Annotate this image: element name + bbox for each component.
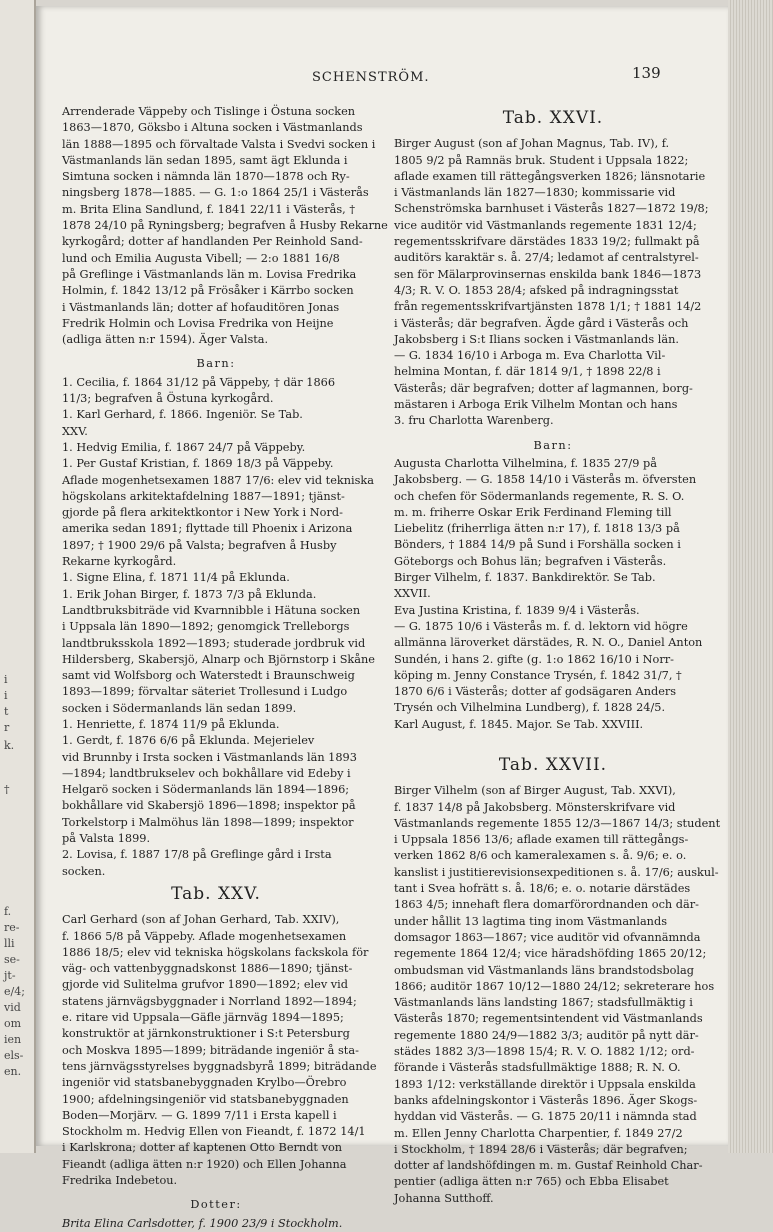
child-entry-line: samt vid Wolfsborg och Waterstedt i Braunschweig bbox=[62, 669, 355, 683]
text-line: (adliga ätten n:r 1594). Äger Valsta. bbox=[62, 333, 269, 347]
text-line: i Uppsala 1856 13/6; aflade examen till rättegångs- bbox=[394, 833, 689, 847]
text-line: 1893 1/12: verkställande direktör i Uppsala enskilda bbox=[394, 1077, 696, 1091]
child-entry-line: 1. Karl Gerhard, f. 1866. Ingeniör. Se Tab. bbox=[62, 408, 303, 422]
table-heading: Tab. XXVII. bbox=[498, 754, 608, 775]
text-line: 1886 18/5; elev vid tekniska högskolans fackskola för bbox=[62, 945, 369, 959]
fragment: lli bbox=[4, 937, 15, 950]
child-entry-line: 1. Per Gustaf Kristian, f. 1869 18/3 på Väppeby. bbox=[62, 457, 334, 471]
text-line: Västmanlands regemente 1855 12/3—1867 14/3; student bbox=[394, 816, 721, 830]
text-line: Västmanlands län sedan 1895, samt ägt Eklunda i bbox=[62, 153, 348, 167]
text-line: på Greflinge i Västmanlands län m. Lovisa Fredrika bbox=[62, 267, 357, 281]
child-entry-line: socken. bbox=[62, 864, 106, 878]
fragment: † bbox=[4, 783, 10, 796]
text-line: f. 1866 5/8 på Väppeby. Aflade mogenhetsexamen bbox=[62, 929, 347, 943]
fragment: t bbox=[4, 705, 9, 718]
child-entry-line: och chefen för Södermanlands regemente, R. S. O. bbox=[394, 489, 685, 503]
text-line: lund och Emilia Augusta Vibell; — 2:o 1881 16/8 bbox=[62, 251, 340, 265]
child-entry-line: Göteborgs och Bohus län; begrafven i Västerås. bbox=[394, 554, 667, 568]
text-line: Västmanlands läns landsting 1867; stadsfullmäktig i bbox=[394, 996, 693, 1010]
page-number: 139 bbox=[632, 64, 661, 82]
child-entry-line: — G. 1875 10/6 i Västerås m. f. d. lektorn vid högre bbox=[394, 619, 688, 633]
text-line: 3. fru Charlotta Warenberg. bbox=[394, 414, 554, 428]
table-heading: Tab. XXVI. bbox=[502, 108, 604, 128]
child-entry-line: 1. Erik Johan Birger, f. 1873 7/3 på Eklunda. bbox=[62, 587, 317, 601]
text-line: helmina Montan, f. där 1814 9/1, † 1898 22/8 i bbox=[394, 365, 661, 379]
child-entry-line: Birger Vilhelm, f. 1837. Bankdirektör. Se Tab. bbox=[394, 571, 656, 585]
text-line: tens järnvägsstyrelses byggnadsbyrå 1899; biträdande bbox=[62, 1059, 377, 1073]
child-entry-line: Torkelstorp i Malmöhus län 1898—1899; inspektor bbox=[62, 815, 354, 829]
text-line: auditörs karaktär s. å. 27/4; ledamot af centralstyrel- bbox=[394, 251, 699, 265]
fragment: vid bbox=[4, 1001, 21, 1014]
text-line: Fredrika Indebetou. bbox=[62, 1174, 178, 1187]
text-line: under hållit 13 lagtima ting inom Västmanlands bbox=[394, 914, 667, 928]
fragment: k. bbox=[4, 739, 15, 752]
child-entry-line: 1. Gerdt, f. 1876 6/6 på Eklunda. Mejerielev bbox=[62, 734, 315, 748]
text-line: Fieandt (adliga ätten n:r 1920) och Ellen Johanna bbox=[62, 1157, 347, 1171]
fragment: om bbox=[4, 1017, 22, 1030]
text-line: tant i Svea hofrätt s. å. 18/6; e. o. notarie därstädes bbox=[394, 882, 691, 896]
text-line: Stockholm m. Hedvig Ellen von Fieandt, f. 1872 14/1 bbox=[62, 1125, 366, 1139]
text-line: verken 1862 8/6 och kameralexamen s. å. 9/6; e. o. bbox=[394, 849, 687, 863]
text-line: i Stockholm, † 1894 28/6 i Västerås; där begrafven; bbox=[394, 1142, 688, 1156]
text-line: Carl Gerhard (son af Johan Gerhard, Tab. XXIV), bbox=[62, 913, 340, 927]
child-entry-line: Eva Justina Kristina, f. 1839 9/4 i Västerås. bbox=[394, 603, 640, 617]
text-line: kanslist i justitierevisionsexpeditionen s. å. 17/6; auskul- bbox=[394, 865, 719, 879]
child-entry-line: Karl August, f. 1845. Major. Se Tab. XXVIII. bbox=[394, 717, 644, 731]
child-entry-line: Jakobsberg. — G. 1858 14/10 i Västerås m. öfversten bbox=[394, 473, 697, 487]
child-entry-line: 1897; † 1900 29/6 på Valsta; begrafven å Husby bbox=[62, 538, 337, 552]
text-line: län 1888—1895 och förvaltade Valsta i Svedvi socken i bbox=[62, 137, 376, 151]
text-line: f. 1837 14/8 på Jakobsberg. Mönsterskrifvare vid bbox=[394, 800, 676, 814]
text-line: Schenströmska barnhuset i Västerås 1827—1872 19/8; bbox=[394, 202, 709, 216]
facing-page-edge bbox=[0, 0, 36, 1153]
fragment: re- bbox=[4, 921, 20, 934]
child-entry-line: m. m. friherre Oskar Erik Ferdinand Fleming till bbox=[394, 505, 672, 519]
text-line: aflade examen till rättegångsverken 1826; länsnotarie bbox=[394, 169, 706, 183]
text-line: konstruktör at järnkonstruktioner i S:t Petersburg bbox=[62, 1027, 350, 1041]
text-line: pentier (adliga ätten n:r 765) och Ebba Elisabet bbox=[394, 1175, 669, 1189]
child-entry-line: bokhållare vid Skabersjö 1896—1898; inspektor på bbox=[62, 799, 356, 813]
text-line: mästaren i Arboga Erik Vilhelm Montan och hans bbox=[394, 398, 678, 412]
child-entry-line: allmänna läroverket därstädes, R. N. O., Daniel Anton bbox=[394, 636, 703, 650]
text-line: 1900; afdelningsingeniör vid statsbanebyggnaden bbox=[62, 1092, 349, 1106]
fragment: jt- bbox=[4, 969, 16, 982]
text-line: Arrenderade Väppeby och Tislinge i Östuna socken bbox=[62, 105, 356, 118]
text-line: statens järnvägsbyggnader i Norrland 1892—1894; bbox=[62, 994, 357, 1008]
text-line: banks afdelningskontor i Västerås 1896. Äger Skogs- bbox=[394, 1093, 698, 1107]
text-line: ingeniör vid statsbanebyggnaden Krylbo—Örebro bbox=[62, 1076, 347, 1090]
text-line: i Karlskrona; dotter af kaptenen Otto Berndt von bbox=[62, 1141, 343, 1155]
child-entry-line: Sundén, i hans 2. gifte (g. 1:o 1862 16/10 i Norr- bbox=[394, 652, 674, 666]
text-line: 1863—1870, Göksbo i Altuna socken i Västmanlands bbox=[62, 121, 363, 135]
text-line: Birger Vilhelm (son af Birger August, Tab. XXVI), bbox=[394, 784, 676, 798]
fragment: ien bbox=[4, 1033, 22, 1046]
fragment: en. bbox=[4, 1065, 22, 1078]
child-entry-line: gjorde på flera arkitektkontor i New York i Nord- bbox=[62, 506, 343, 520]
text-line: Boden—Morjärv. — G. 1899 7/11 i Ersta kapell i bbox=[62, 1108, 337, 1122]
text-line: och Moskva 1895—1899; biträdande ingeniör å sta- bbox=[62, 1043, 359, 1057]
fragment: f. bbox=[4, 905, 12, 918]
right-column bbox=[394, 104, 721, 1207]
book-page bbox=[36, 6, 728, 1230]
text-line: — G. 1834 16/10 i Arboga m. Eva Charlotta Vil- bbox=[394, 349, 666, 363]
child-entry-line: Helgarö socken i Södermanlands län 1894—1896; bbox=[62, 783, 350, 797]
left-column bbox=[62, 104, 388, 1232]
text-line: 1863 4/5; innehaft flera domarförordnanden och där- bbox=[394, 898, 699, 912]
text-line: 1866; auditör 1867 10/12—1880 24/12; sekreterare hos bbox=[394, 979, 715, 993]
text-line: Simtuna socken i nämnda län 1870—1878 och Ry- bbox=[62, 170, 350, 184]
child-entry-line: Liebelitz (friherrliga ätten n:r 17), f. 1818 13/3 på bbox=[394, 522, 680, 536]
text-line: ningsberg 1878—1885. — G. 1:o 1864 25/1 i Västerås bbox=[62, 186, 369, 200]
text-line: Fredrik Holmin och Lovisa Fredrika von Heijne bbox=[62, 316, 334, 330]
child-entry-line: 2. Lovisa, f. 1887 17/8 på Greflinge gård i Irsta bbox=[62, 848, 332, 862]
child-entry-line: 1893—1899; förvaltar säteriet Trollesund i Ludgo bbox=[62, 685, 348, 699]
child-entry-line: XXVII. bbox=[394, 587, 431, 601]
text-line: Västerås 1870; regementsintendent vid Västmanlands bbox=[394, 1012, 703, 1026]
child-entry-line: 1. Signe Elina, f. 1871 11/4 på Eklunda. bbox=[62, 571, 290, 585]
child-entry-line: socken i Södermanlands län sedan 1899. bbox=[62, 701, 297, 715]
child-entry-line: i Uppsala län 1890—1892; genomgick Trelleborgs bbox=[62, 620, 350, 634]
text-line: 4/3; R. V. O. 1853 28/4; afsked på indragningsstat bbox=[394, 283, 679, 297]
child-entry-line: vid Brunnby i Irsta socken i Västmanlands län 1893 bbox=[62, 750, 357, 764]
child-entry-line: landtbruksskola 1892—1893; studerade jordbruk vid bbox=[62, 636, 366, 650]
child-entry-line: Hildersberg, Skabersjö, Alnarp och Björnstorp i Skåne bbox=[62, 652, 375, 666]
text-line: kyrkogård; dotter af handlanden Per Reinhold Sand- bbox=[62, 235, 363, 249]
fragment: se- bbox=[4, 953, 20, 966]
text-line: ombudsman vid Västmanlands läns brandstodsbolag bbox=[394, 963, 695, 977]
text-line: Västerås; där begrafven; dotter af lagmannen, borg- bbox=[394, 381, 693, 395]
text-line: regemente 1880 24/9—1882 3/3; auditör på nytt där- bbox=[394, 1028, 699, 1042]
text-line: domsagor 1863—1867; vice auditör vid ofvannämnda bbox=[394, 930, 701, 944]
child-entry-line: 1. Cecilia, f. 1864 31/12 på Väppeby, † där 1866 bbox=[62, 375, 336, 389]
text-line: i Västmanlands län 1827—1830; kommissarie vid bbox=[394, 186, 676, 200]
child-entry-line: på Valsta 1899. bbox=[62, 832, 151, 846]
text-line: städes 1882 3/3—1898 15/4; R. V. O. 1882 1/12; ord- bbox=[394, 1045, 695, 1059]
text-line: sen för Mälarprovinsernas enskilda bank 1846—1873 bbox=[394, 267, 702, 281]
child-entry-line: köping m. Jenny Constance Trysén, f. 1842 31/7, † bbox=[394, 668, 682, 682]
text-line: förande i Västerås stadsfullmäktige 1888; R. N. O. bbox=[394, 1061, 681, 1075]
fragment: r bbox=[4, 721, 10, 734]
text-line: väg- och vattenbyggnadskonst 1886—1890; tjänst- bbox=[62, 962, 353, 976]
text-line: i Västmanlands län; dotter af hofauditören Jonas bbox=[62, 300, 340, 314]
child-entry-line: högskolans arkitektafdelning 1887—1891; tjänst- bbox=[62, 489, 345, 503]
child-entry-line: Augusta Charlotta Vilhelmina, f. 1835 27/9 på bbox=[394, 456, 657, 470]
table-heading: Tab. XXV. bbox=[171, 883, 261, 904]
section-label-barn: Barn: bbox=[533, 438, 573, 452]
text-line: dotter af landshöfdingen m. m. Gustaf Reinhold Char- bbox=[394, 1159, 703, 1173]
section-label-dotter: Dotter: bbox=[190, 1198, 242, 1212]
child-entry-line: Rekarne kyrkogård. bbox=[62, 555, 177, 569]
text-line: regemente 1864 12/4; vice häradshöfding 1865 20/12; bbox=[394, 947, 707, 961]
text-line: 1878 24/10 på Ryningsberg; begrafven å Husby Rekarne bbox=[62, 219, 388, 233]
child-entry-line: Brita Elina Carlsdotter, f. 1900 23/9 i Stockholm. bbox=[62, 1216, 343, 1230]
text-line: Johanna Sutthoff. bbox=[394, 1191, 494, 1205]
running-head: SCHENSTRÖM. bbox=[312, 70, 430, 85]
text-line: Holmin, f. 1842 13/12 på Frösåker i Kärrbo socken bbox=[62, 284, 354, 298]
child-entry-line: XXV. bbox=[62, 424, 88, 438]
fragment: i bbox=[4, 689, 8, 702]
fragment: els- bbox=[4, 1049, 24, 1062]
fragment: i bbox=[4, 673, 8, 686]
child-entry-line: Trysén och Vilhelmina Lundberg), f. 1828 24/5. bbox=[394, 701, 666, 715]
child-entry-line: —1894; landtbrukselev och bokhållare vid Edeby i bbox=[62, 766, 351, 780]
text-line: regementsskrifvare därstädes 1833 19/2; fullmakt på bbox=[394, 235, 700, 249]
section-label-barn: Barn: bbox=[196, 357, 236, 371]
text-line: e. ritare vid Uppsala—Gäfle järnväg 1894—1895; bbox=[62, 1011, 344, 1025]
child-entry-line: Bönders, † 1884 14/9 på Sund i Forshälla socken i bbox=[394, 538, 681, 552]
text-line: m. Brita Elina Sandlund, f. 1841 22/11 i Västerås, † bbox=[62, 202, 356, 216]
text-line: Jakobsberg i S:t Ilians socken i Västmanlands län. bbox=[394, 332, 679, 346]
text-line: gjorde vid Sulitelma grufvor 1890—1892; elev vid bbox=[62, 978, 349, 992]
text-line: vice auditör vid Västmanlands regemente 1831 12/4; bbox=[394, 218, 697, 232]
child-entry-line: 1870 6/6 i Västerås; dotter af godsägaren Anders bbox=[394, 685, 677, 699]
text-line: Birger August (son af Johan Magnus, Tab. IV), f. bbox=[394, 137, 670, 151]
page-stack-edge bbox=[728, 0, 773, 1153]
fragment: e/4; bbox=[4, 985, 25, 998]
text-line: 1805 9/2 på Ramnäs bruk. Student i Uppsala 1822; bbox=[394, 153, 689, 167]
child-entry-line: 11/3; begrafven å Östuna kyrkogård. bbox=[62, 392, 274, 406]
text-line: m. Ellen Jenny Charlotta Charpentier, f. 1849 27/2 bbox=[394, 1126, 683, 1140]
child-entry-line: Landtbruksbiträde vid Kvarnnibble i Hätuna socken bbox=[62, 603, 361, 617]
text-line: i Västerås; där begrafven. Ägde gård i Västerås och bbox=[394, 316, 689, 330]
text-line: hyddan vid Västerås. — G. 1875 20/11 i nämnda stad bbox=[394, 1110, 697, 1124]
child-entry-line: amerika sedan 1891; flyttade till Phoenix i Arizona bbox=[62, 522, 353, 536]
child-entry-line: 1. Hedvig Emilia, f. 1867 24/7 på Väppeby. bbox=[62, 440, 306, 454]
child-entry-line: Aflade mogenhetsexamen 1887 17/6: elev vid tekniska bbox=[62, 473, 375, 487]
child-entry-line: 1. Henriette, f. 1874 11/9 på Eklunda. bbox=[62, 717, 280, 731]
text-line: från regementsskrifvartjänsten 1878 1/1; † 1881 14/2 bbox=[394, 300, 702, 314]
